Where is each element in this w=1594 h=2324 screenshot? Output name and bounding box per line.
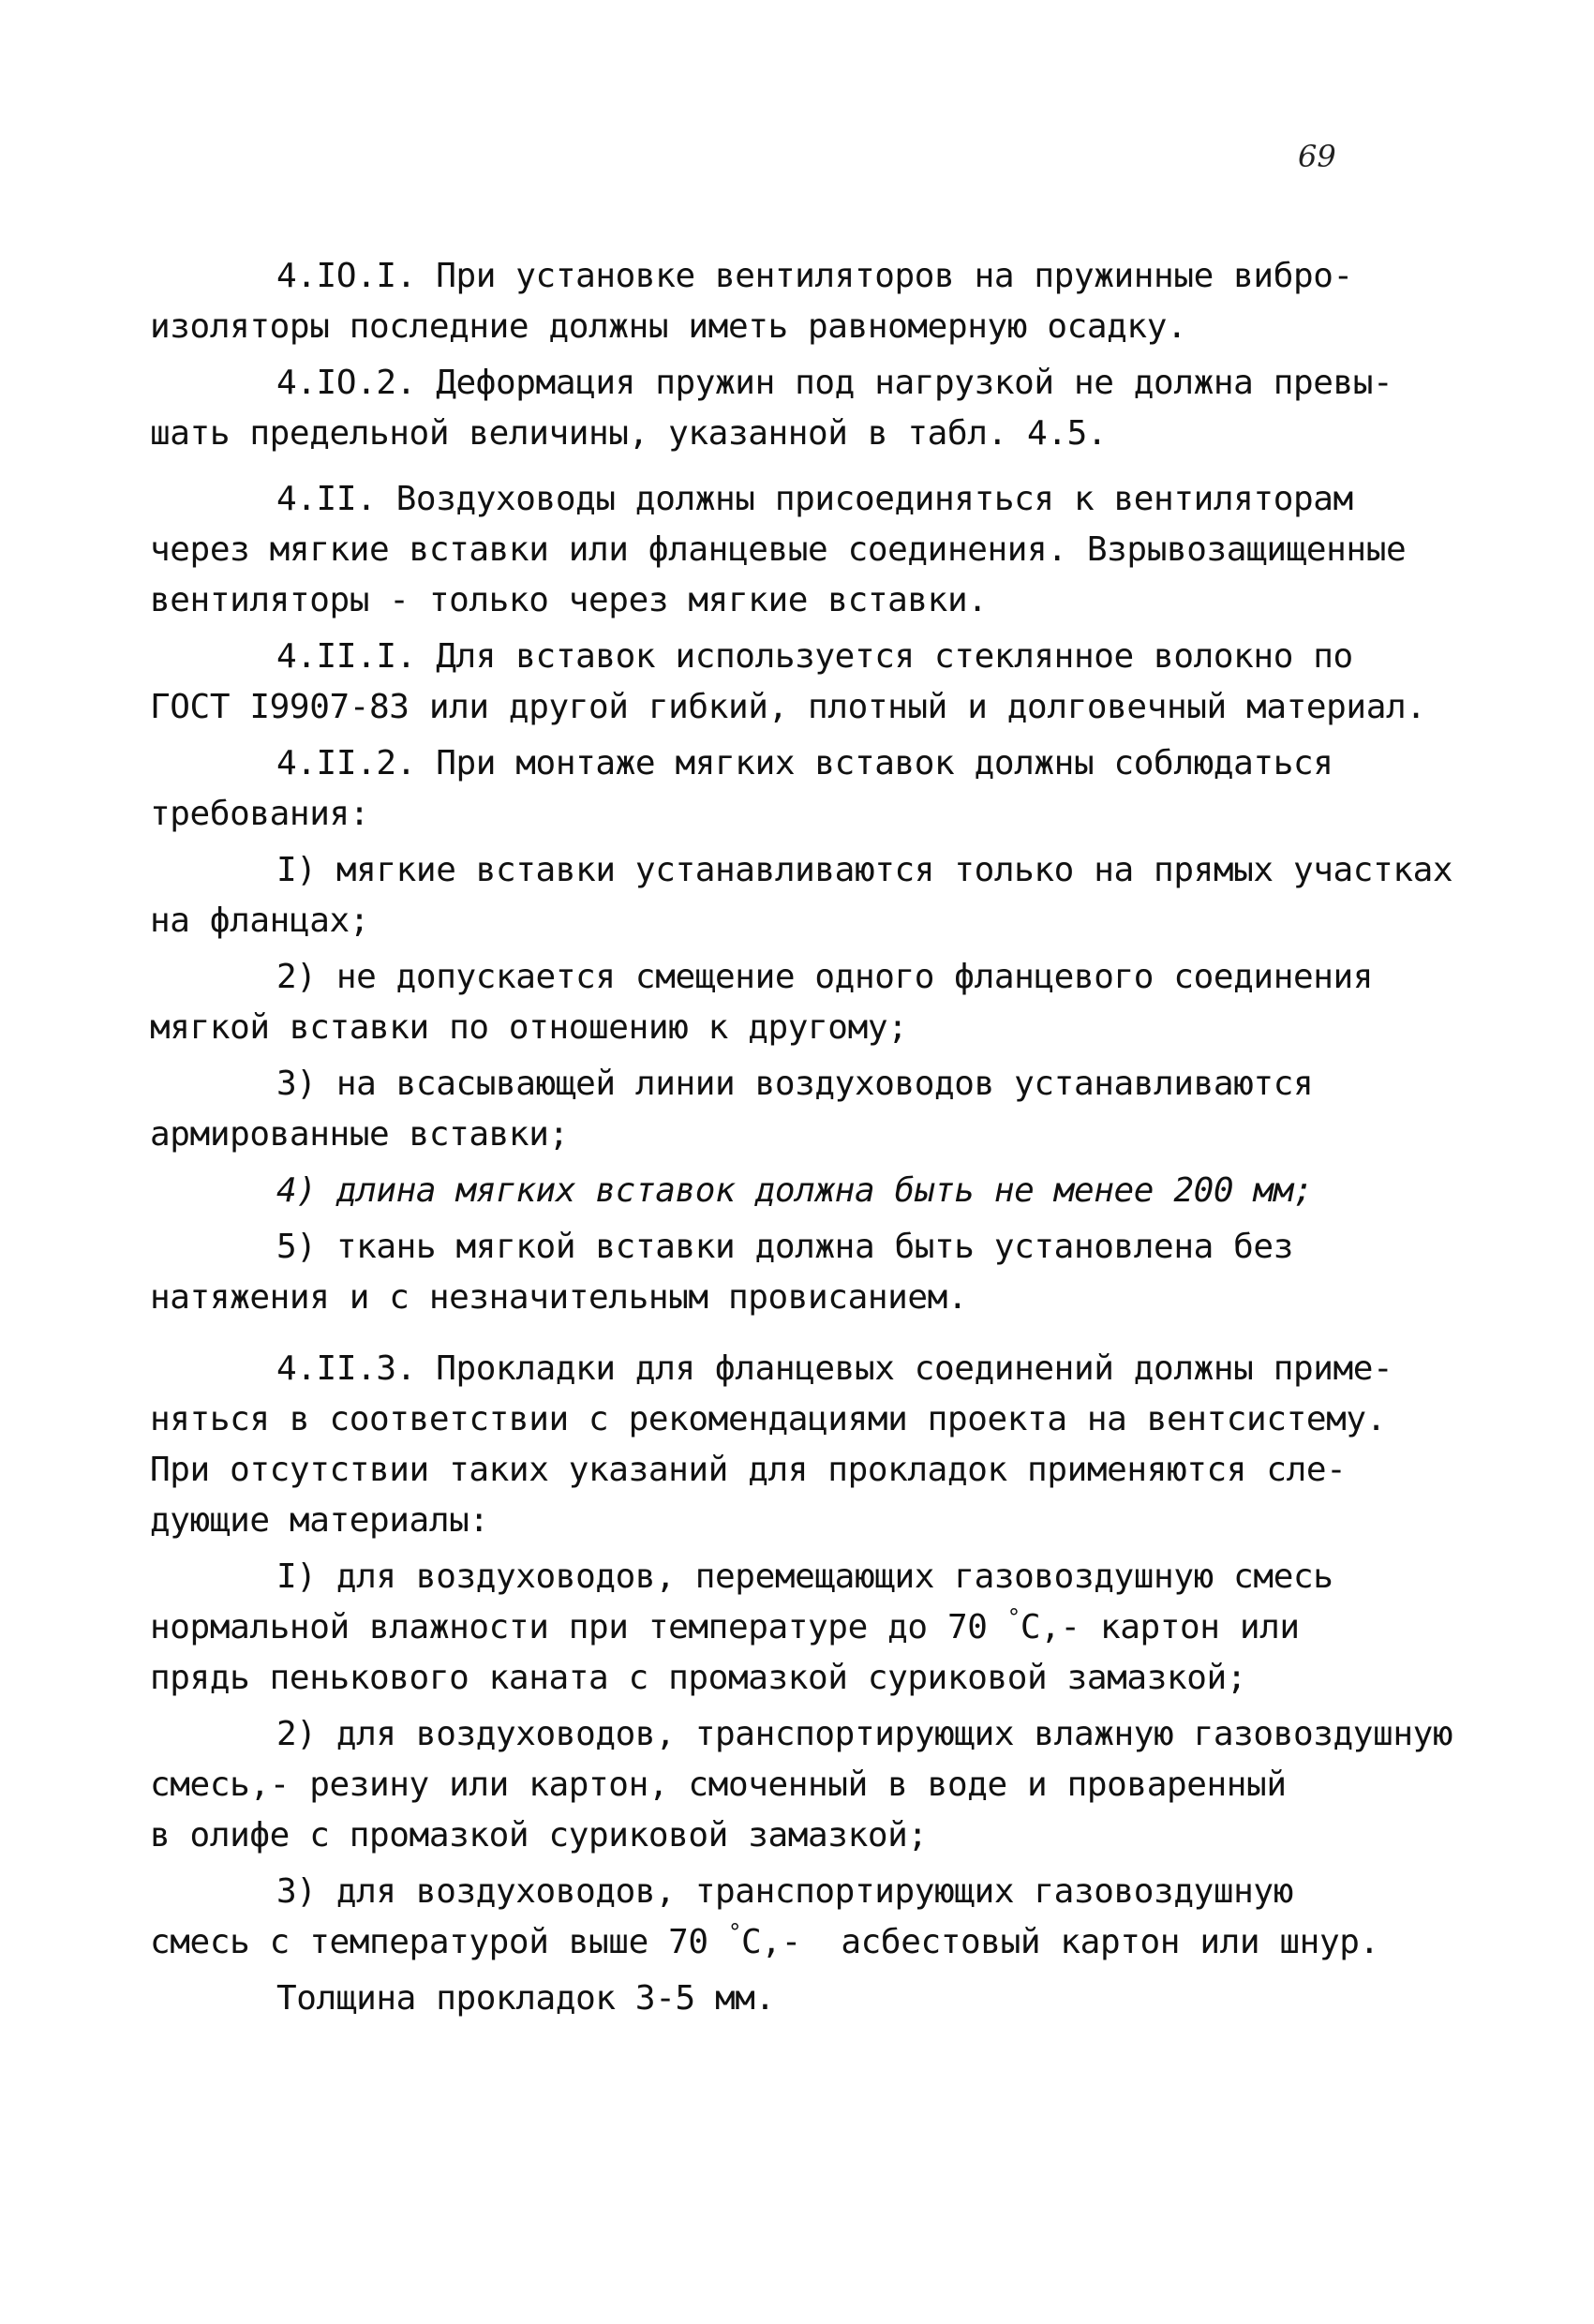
paragraph-4-11-3-line-2: няться в соответствии с рекомендациями проекта на вентсистему. — [150, 1400, 1386, 1438]
material-item-1-line-3: прядь пенькового каната с промазкой суриковой замазкой; — [150, 1659, 1247, 1697]
material-item-1-line-2 — [150, 1602, 1490, 1653]
list-item-3-line-1: 3) на всасывающей линии воздуховодов устанавливаются — [276, 1065, 1314, 1103]
paragraph-4-10-1-line-1: 4.IO.I. При установке вентиляторов на пружинные вибро- — [276, 257, 1353, 295]
material-item-3-line-2 — [150, 1917, 1490, 1968]
paragraph-4-11-line-1: 4.II. Воздуховоды должны присоединяться к вентиляторам — [276, 480, 1353, 518]
list-item-2-line-1: 2) не допускается смещение одного фланцевого соединения — [276, 958, 1374, 996]
material-item-3-line-1: 3) для воздуховодов, транспортирующих газовоздушную — [276, 1872, 1293, 1911]
list-item-4-line-1: 4) длина мягких вставок должна быть не менее 200 мм; — [276, 1171, 1314, 1210]
list-item-5-line-1: 5) ткань мягкой вставки должна быть установлена без — [276, 1228, 1293, 1266]
material-item-1-text-a: нормальной влажности при температуре до 70 — [150, 1608, 1007, 1646]
material-item-2-line-1: 2) для воздуховодов, транспортирующих влажную газовоздушную — [276, 1715, 1453, 1753]
paragraph-4-10-1-line-2: изоляторы последние должны иметь равномерную осадку. — [150, 307, 1187, 346]
material-item-1-line-1: I) для воздуховодов, перемещающих газовоздушную смесь — [276, 1557, 1333, 1596]
page-number: 69 — [1298, 139, 1336, 174]
list-item-3-line-2: армированные вставки; — [150, 1115, 569, 1154]
material-item-1-text-b: С,- картон или — [1020, 1608, 1300, 1646]
material-item-3-text-b: С,- асбестовый картон или шнур. — [741, 1923, 1379, 1961]
paragraph-4-11-3-line-1: 4.II.3. Прокладки для фланцевых соединений должны приме- — [276, 1349, 1393, 1388]
material-item-2-line-2: смесь,- резину или картон, смоченный в воде и проваренный — [150, 1765, 1287, 1804]
gasket-thickness-line: Толщина прокладок 3-5 мм. — [276, 1979, 775, 2018]
list-item-1-line-2: на фланцах; — [150, 901, 370, 940]
paragraph-4-10-2-line-2: шать предельной величины, указанной в табл. 4.5. — [150, 414, 1108, 453]
paragraph-4-11-line-3: вентиляторы - только через мягкие вставки. — [150, 581, 988, 619]
list-item-2-line-2: мягкой вставки по отношению к другому; — [150, 1008, 908, 1047]
document-body — [150, 251, 1490, 2024]
paragraph-4-11-3-line-4: дующие материалы: — [150, 1501, 489, 1540]
paragraph-4-11-2-line-1: 4.II.2. При монтаже мягких вставок должны соблюдаться — [276, 744, 1333, 782]
list-item-5-line-2: натяжения и с незначительным провисанием. — [150, 1278, 968, 1317]
degree-sign: ° — [727, 1919, 742, 1945]
paragraph-4-11-2-line-2: требования: — [150, 795, 370, 833]
degree-sign: ° — [1006, 1604, 1020, 1631]
material-item-3-text-a: смесь с температурой выше 70 — [150, 1923, 728, 1961]
paragraph-4-11-1-line-1: 4.II.I. Для вставок используется стеклянное волокно по — [276, 637, 1353, 676]
paragraph-4-11-line-2: через мягкие вставки или фланцевые соединения. Взрывозащищенные — [150, 530, 1407, 569]
list-item-1-line-1: I) мягкие вставки устанавливаются только на прямых участках — [276, 851, 1453, 889]
paragraph-4-10-2-line-1: 4.IO.2. Деформация пружин под нагрузкой не должна превы- — [276, 364, 1393, 402]
paragraph-4-11-3-line-3: При отсутствии таких указаний для прокладок применяются сле- — [150, 1451, 1347, 1489]
material-item-2-line-3: в олифе с промазкой суриковой замазкой; — [150, 1816, 928, 1855]
paragraph-4-11-1-line-2: ГОСТ I9907-83 или другой гибкий, плотный и долговечный материал. — [150, 688, 1426, 726]
